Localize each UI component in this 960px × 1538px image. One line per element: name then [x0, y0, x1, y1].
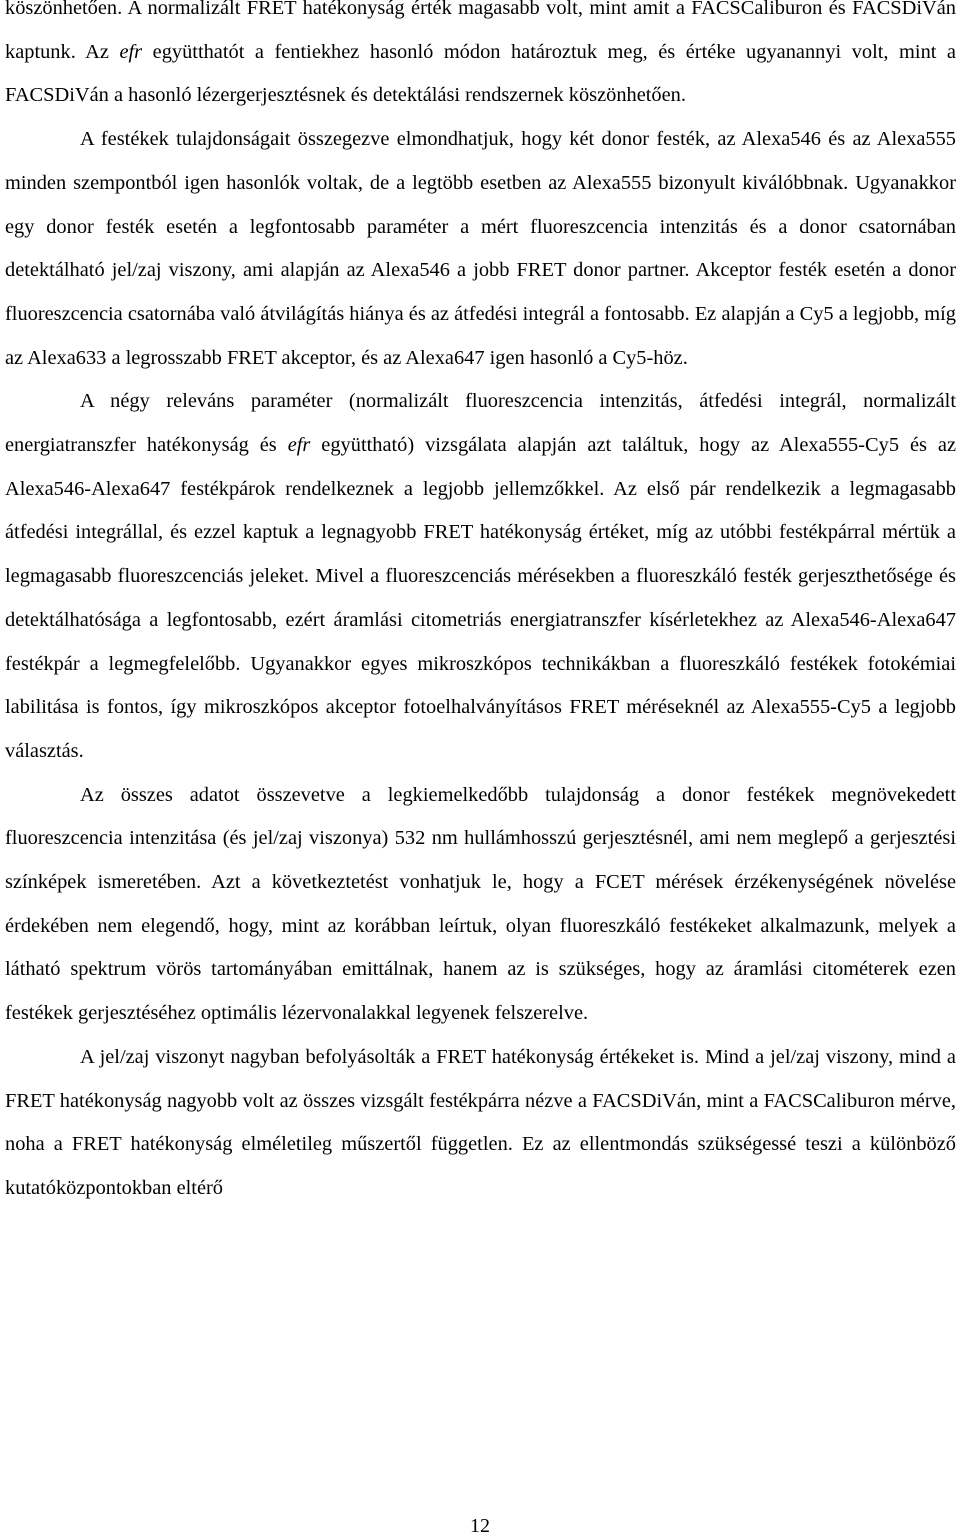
- text-run: együtthatót a fentiekhez hasonló módon határoztuk meg, és értéke ugyanannyi volt, mint a FACSDiVán a hasonló lézergerjesztésnek és detektálási rendszernek köszönhetően.: [5, 40, 956, 107]
- text-run: A festékek tulajdonságait összegezve elmondhatjuk, hogy két donor festék, az Alexa546 és az Alexa555 minden szempontból igen hasonlók voltak, de a legtöbb esetben az Alexa555 bizonyult kiválóbbnak. Ugyanakkor egy donor festék esetén a legfontosabb paraméter a mért fluoreszcencia intenzitás és a donor csatornában detektálható jel/zaj viszony, ami alapján az Alexa546 a jobb FRET donor partner. Akceptor festék esetén a donor fluoreszcencia csatornába való átvilágítás hiánya és az átfedési integrál a fontosabb. Ez alapján a Cy5 a legjobb, míg az Alexa633 a legrosszabb FRET akceptor, és az Alexa647 igen hasonló a Cy5-höz.: [5, 128, 956, 369]
- text-run: együttható) vizsgálata alapján azt találtuk, hogy az Alexa555-Cy5 és az Alexa546-Alexa647 festékpárok rendelkeznek a legjobb jellemzőkkel. Az első pár rendelkezik a legmagasabb átfedési integrállal, és ezzel kaptuk a legnagyobb FRET hatékonyság értéket, míg az utóbbi festékpárral mértük a legmagasabb fluoreszcenciás jeleket. Mivel a fluoreszcenciás mérésekben a fluoreszkáló festék gerjeszthetősége és detektálhatósága a legfontosabb, ezért áramlási citometriás energiatranszfer kísérletekhez az Alexa546-Alexa647 festékpár a legmegfelelőbb. Ugyanakkor egyes mikroszkópos technikákban a fluoreszkáló festékek fotokémiai labilitása is fontos, így mikroszkópos akceptor fotoelhalványításos FRET méréseknél az Alexa555-Cy5 a legjobb választás.: [5, 434, 956, 762]
- paragraph-2: [5, 118, 956, 380]
- paragraph-4: [5, 774, 956, 1036]
- text-run: A négy releváns paraméter (normalizált fluoreszcencia intenzitás, átfedési integrál, normalizált energiatranszfer hatékonyság és: [5, 390, 956, 457]
- document-body: [5, 0, 956, 1211]
- italic-term: efr: [119, 40, 143, 63]
- text-run: A jel/zaj viszonyt nagyban befolyásolták a FRET hatékonyság értékeket is. Mind a jel/zaj viszony, mind a FRET hatékonyság nagyobb volt az összes vizsgált festékpárra nézve a FACSDiVán, mint a FACSCaliburon mérve, noha a FRET hatékonyság elméletileg műszertől független. Ez az ellentmondás szükségessé teszi a különböző kutatóközpontokban eltérő: [5, 1045, 956, 1199]
- text-run: Az összes adatot összevetve a legkiemelkedőbb tulajdonság a donor festékek megnövekedett fluoreszcencia intenzitása (és jel/zaj viszonya) 532 nm hullámhosszú gerjesztésnél, ami nem meglepő a gerjesztési színképek ismeretében. Azt a következtetést vonhatjuk le, hogy a FCET mérések érzékenységének növelése érdekében nem elegendő, hogy, mint az korábban leírtuk, olyan fluoreszkáló festékeket alkalmazunk, melyek a látható spektrum vörös tartományában emittálnak, hanem az is szükséges, hogy az áramlási citométerek ezen festékek gerjesztéséhez optimális lézervonalakkal legyenek felszerelve.: [5, 783, 956, 1025]
- paragraph-5: [5, 1036, 956, 1211]
- page-number: 12: [470, 1515, 490, 1537]
- italic-term: efr: [287, 434, 311, 457]
- paragraph-1: [5, 0, 956, 118]
- paragraph-3: [5, 380, 956, 773]
- text-run: köszönhetően. A normalizált FRET hatékonyság érték magasabb volt, mint amit a FACSCaliburon és FACSDiVán kaptunk. Az: [5, 0, 956, 63]
